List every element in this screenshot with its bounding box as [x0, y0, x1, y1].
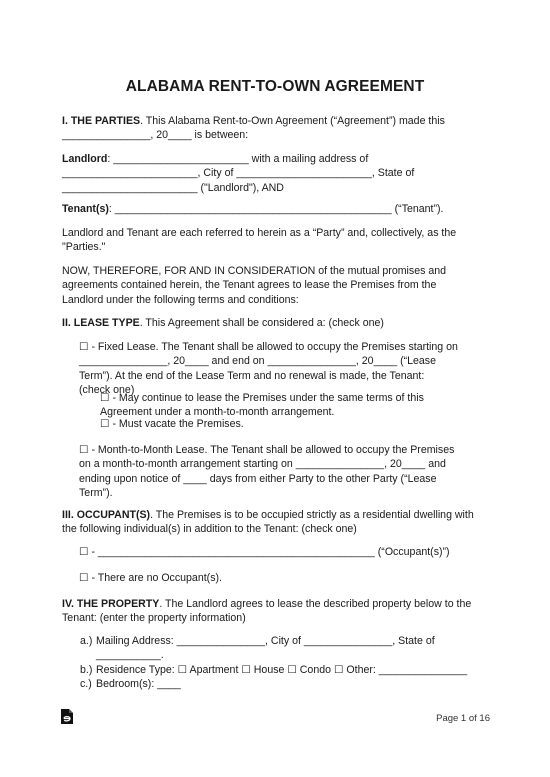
parties-section [62, 114, 492, 143]
consideration-line2: agreements contained herein, the Tenant agrees to lease the Premises from the [62, 279, 437, 292]
lease-type-text: . This Agreement shall be considered a: (check one) [139, 317, 384, 329]
mtm-line2: on a month-to-month arrangement starting on _______________, 20____ and [79, 458, 446, 471]
document-title: ALABAMA RENT-TO-OWN AGREEMENT [125, 78, 425, 95]
parties-definition [62, 226, 492, 255]
parties-heading: I. THE PARTIES [62, 115, 141, 127]
list-item-number: c.) [80, 677, 92, 690]
mtm-line1: ☐ - Month-to-Month Lease. The Tenant shall be allowed to occupy the Premises [79, 444, 455, 456]
property-text1: . The Landlord agrees to lease the described property below to the [159, 598, 472, 610]
list-item-number: b.) [80, 663, 93, 676]
fixed-lease-line1: ☐ - Fixed Lease. The Tenant shall be allowed to occupy the Premises starting on [79, 341, 458, 353]
consideration-line3: Landlord under the following terms and conditions: [62, 293, 299, 306]
parties-def-line1: Landlord and Tenant are each referred to herein as a “Party” and, collectively, as the [62, 227, 457, 239]
fixed-lease-option[interactable] [79, 340, 491, 397]
property-details-list [80, 634, 492, 691]
tenant-section [62, 202, 492, 216]
eforms-logo-icon [60, 708, 74, 725]
consideration-paragraph [62, 264, 492, 307]
tenant-label: Tenant(s) [62, 203, 109, 215]
page-number: Page 1 of 16 [436, 713, 490, 724]
month-to-month-option[interactable] [79, 443, 491, 500]
continue-lease-line1: ☐ - May continue to lease the Premises under the same terms of this [100, 392, 424, 404]
mtm-line3: ending upon notice of ____ days from either Party to the other Party (“Lease [79, 472, 437, 485]
fixed-lease-line3: Term”). At the end of the Lease Term and no renewal is made, the Tenant: [79, 369, 425, 382]
property-section [62, 597, 492, 626]
occupants-option-named[interactable] [79, 545, 491, 559]
mtm-line4: Term”). [79, 486, 113, 499]
landlord-section [62, 152, 492, 195]
fixed-lease-line4: (check one) [79, 383, 135, 396]
residence-type-field[interactable]: Residence Type: ☐ Apartment ☐ House ☐ Condo ☐ Other: _______________ [96, 663, 468, 676]
occupants-section [62, 508, 492, 537]
landlord-line3: _______________________ ("Landlord"), AND [62, 181, 284, 194]
mailing-address-field[interactable]: Mailing Address: _______________, City of _______________, State of [96, 635, 435, 647]
occupants-heading: III. OCCUPANT(S) [62, 509, 151, 521]
list-item [80, 634, 492, 648]
mailing-address-continuation[interactable]: ___________. [96, 649, 164, 662]
parties-def-line2: "Parties." [62, 241, 106, 254]
parties-line1: . This Alabama Rent-to-Own Agreement (“Agreement”) made this [140, 115, 445, 127]
vacate-text: ☐ - Must vacate the Premises. [100, 418, 244, 430]
landlord-line2: _______________________, City of _______________________, State of [62, 167, 415, 180]
lease-type-section [62, 316, 492, 330]
continue-lease-line2: Agreement under a month-to-month arrangement. [100, 406, 335, 419]
occupants-option1-text: ☐ - _______________________________________________ (“Occupant(s)”) [79, 546, 450, 558]
fixed-lease-line2: _______________, 20____ and end on _______________, 20____ (“Lease [79, 355, 436, 368]
property-heading: IV. THE PROPERTY [62, 598, 160, 610]
consideration-line1: NOW, THEREFORE, FOR AND IN CONSIDERATION of the mutual promises and [62, 265, 447, 277]
occupants-option2-text: ☐ - There are no Occupant(s). [79, 572, 222, 584]
tenant-line1: : _______________________________________________ (“Tenant”). [108, 203, 444, 215]
list-item-continuation [80, 648, 492, 662]
occupants-text2: the following individual(s) in addition to the Tenant: (check one) [62, 523, 357, 536]
list-item [80, 677, 492, 691]
property-text2: Tenant: (enter the property information) [62, 612, 246, 625]
bedrooms-field[interactable]: Bedroom(s): ____ [96, 677, 181, 690]
vacate-option[interactable] [100, 417, 490, 431]
list-item-number: a.) [80, 635, 93, 647]
lease-type-heading: II. LEASE TYPE [62, 317, 140, 329]
list-item [80, 663, 492, 677]
occupants-option-none[interactable] [79, 571, 491, 585]
occupants-text1: . The Premises is to be occupied strictly as a residential dwelling with [150, 509, 474, 521]
parties-line2: _______________, 20____ is between: [62, 129, 249, 142]
landlord-label: Landlord [62, 153, 108, 165]
continue-lease-option[interactable] [100, 391, 490, 420]
landlord-line1: : _______________________ with a mailing address of [107, 153, 369, 165]
